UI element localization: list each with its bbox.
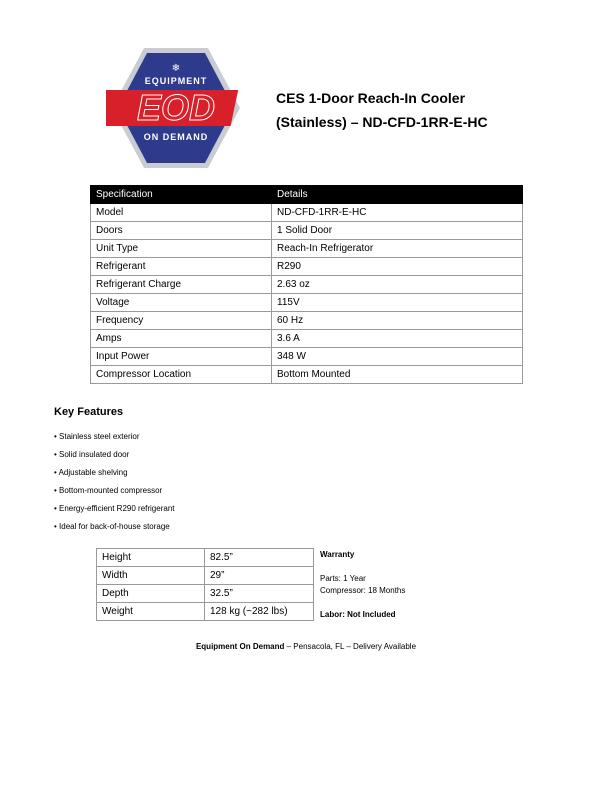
spec-value: 60 Hz <box>272 312 523 330</box>
spec-value: Reach-In Refrigerator <box>272 240 523 258</box>
spec-label: Compressor Location <box>91 366 272 384</box>
spec-label: Unit Type <box>91 240 272 258</box>
table-row <box>91 276 523 294</box>
table-row <box>91 258 523 276</box>
list-item: • Adjustable shelving <box>54 468 128 477</box>
logo-top-text: EQUIPMENT <box>144 76 208 86</box>
spec-label: Frequency <box>91 312 272 330</box>
title-line-2: (Stainless) – ND-CFD-1RR-E-HC <box>276 114 488 130</box>
table-row <box>91 222 523 240</box>
product-title <box>276 86 576 134</box>
list-item: • Stainless steel exterior <box>54 432 140 441</box>
dimension-label: Height <box>97 549 205 567</box>
spec-value: 348 W <box>272 348 523 366</box>
table-row <box>91 330 523 348</box>
dimension-label: Depth <box>97 585 205 603</box>
spec-value: 2.63 oz <box>272 276 523 294</box>
spec-table <box>90 185 523 384</box>
spec-header-specification: Specification <box>91 186 272 204</box>
spec-value: ND-CFD-1RR-E-HC <box>272 204 523 222</box>
warranty-compressor: Compressor: 18 Months <box>320 586 406 595</box>
warranty-parts: Parts: 1 Year <box>320 574 366 583</box>
spec-label: Doors <box>91 222 272 240</box>
table-row <box>97 549 314 567</box>
spec-label: Input Power <box>91 348 272 366</box>
spec-label: Voltage <box>91 294 272 312</box>
table-row <box>91 294 523 312</box>
spec-value: Bottom Mounted <box>272 366 523 384</box>
table-row <box>91 348 523 366</box>
dimension-label: Width <box>97 567 205 585</box>
eod-logo <box>106 44 246 172</box>
table-row <box>91 366 523 384</box>
logo-bottom-text: ON DEMAND <box>143 132 209 142</box>
dimension-label: Weight <box>97 603 205 621</box>
table-row <box>97 567 314 585</box>
spec-header-row <box>91 186 523 204</box>
dimensions-table <box>96 548 314 621</box>
spec-value: 1 Solid Door <box>272 222 523 240</box>
table-row <box>97 585 314 603</box>
dimension-value: 29” <box>205 567 314 585</box>
spec-value: 3.6 A <box>272 330 523 348</box>
table-row <box>97 603 314 621</box>
dimension-value: 82.5” <box>205 549 314 567</box>
spec-value: 115V <box>272 294 523 312</box>
warranty-title: Warranty <box>320 550 355 559</box>
table-row <box>91 312 523 330</box>
key-features-title: Key Features <box>54 406 124 418</box>
logo-main-text: EOD <box>136 87 216 128</box>
spec-label: Model <box>91 204 272 222</box>
list-item: • Bottom-mounted compressor <box>54 486 163 495</box>
dimension-value: 32.5” <box>205 585 314 603</box>
spec-header-details: Details <box>272 186 523 204</box>
dimension-value: 128 kg (~282 lbs) <box>205 603 314 621</box>
title-line-1: CES 1-Door Reach-In Cooler <box>276 90 466 106</box>
spec-label: Refrigerant <box>91 258 272 276</box>
footer-company: Equipment On Demand <box>195 642 285 651</box>
table-row <box>91 204 523 222</box>
table-row <box>91 240 523 258</box>
list-item: • Energy-efficient R290 refrigerant <box>54 504 175 513</box>
snowflake-icon: ❄ <box>171 63 181 74</box>
footer <box>0 642 612 651</box>
warranty-labor: Labor: Not Included <box>320 610 396 619</box>
key-features-list <box>54 428 175 536</box>
list-item: • Ideal for back-of-house storage <box>54 522 170 531</box>
spec-label: Refrigerant Charge <box>91 276 272 294</box>
list-item: • Solid insulated door <box>54 450 130 459</box>
spec-value: R290 <box>272 258 523 276</box>
footer-location: – Pensacola, FL – Delivery Available <box>284 642 417 651</box>
spec-label: Amps <box>91 330 272 348</box>
